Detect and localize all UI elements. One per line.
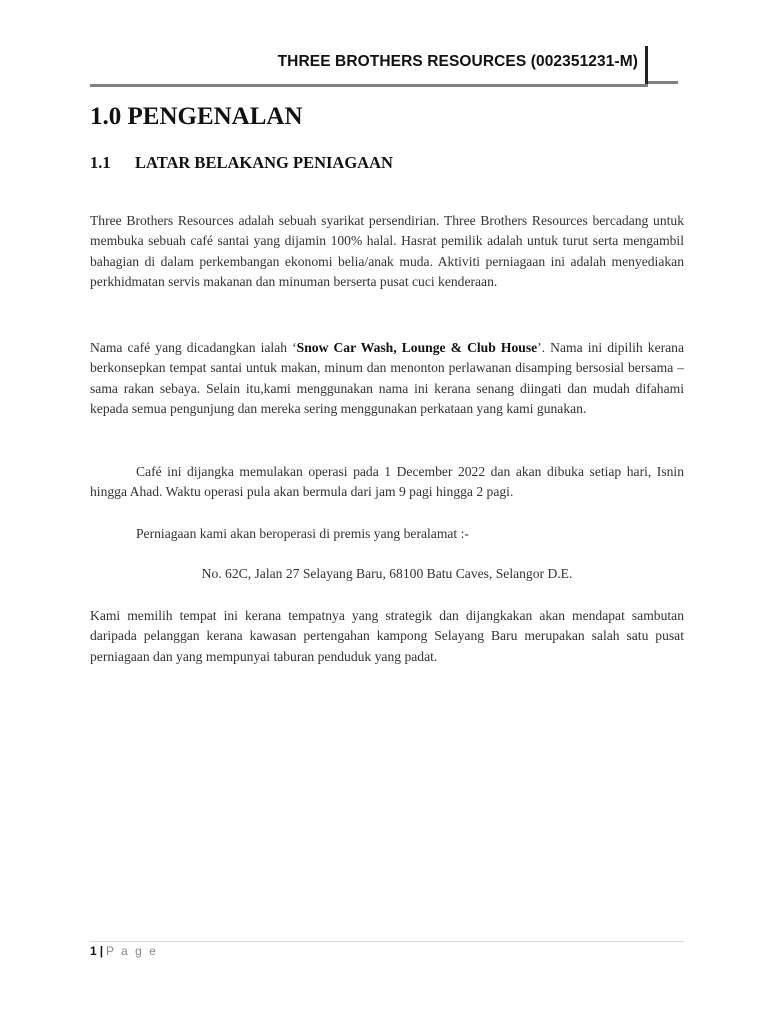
- cafe-name-reason: ’. Nama ini dipilih kerana berkonsepkan tempat santai untuk makan, minum dan menonton perlawanan disamping bersosial bersama – sama rakan sebaya. Selain itu,kami menggunakan nama ini kerana senang diingati dan mudah difahami kepada semua pengunjung dan mereka sering menggunakan perkataan yang kami gunakan.: [90, 339, 685, 417]
- footer-divider: [90, 941, 684, 942]
- page-label: P a g e: [106, 944, 158, 958]
- header-vertical-rule: [645, 46, 648, 84]
- paragraph-location-reason: Kami memilih tempat ini kerana tempatnya yang strategik dan dijangkakan akan mendapat sambutan daripada pelanggan kerana kawasan pertengahan kampong Selayang Baru merupakan salah satu pusat perniagaan dan yang mempunyai taburan penduduk yang padat.: [90, 607, 684, 664]
- subsection-heading: [90, 153, 393, 173]
- premises-address: No. 62C, Jalan 27 Selayang Baru, 68100 Batu Caves, Selangor D.E.: [201, 565, 573, 581]
- paragraph-operation: Café ini dijangka memulakan operasi pada 1 December 2022 dan akan dibuka setiap hari, Isnin hingga Ahad. Waktu operasi pula akan bermula dari jam 9 pagi hingga 2 pagi.: [90, 463, 684, 500]
- footer-separator: |: [99, 944, 104, 958]
- page-number: 1: [90, 944, 97, 958]
- cafe-name: Snow Car Wash, Lounge & Club House: [296, 339, 538, 355]
- paragraph-cafe-name: [90, 338, 684, 420]
- paragraph-premises: Perniagaan kami akan beroperasi di premis yang beralamat :-: [136, 525, 469, 541]
- subsection-number: 1.1: [90, 153, 111, 172]
- header-rule-extension: [648, 81, 678, 84]
- page-footer: [90, 944, 158, 958]
- company-header-title: THREE BROTHERS RESOURCES (002351231-M): [277, 53, 638, 70]
- paragraph-background: Three Brothers Resources adalah sebuah syarikat persendirian. Three Brothers Resources bercadang untuk membuka sebuah café santai yang dijamin 100% halal. Hasrat pemilik adalah untuk turut serta mengambil bahagian di dalam perkembangan ekonomi belia/anak muda. Aktiviti perniagaan ini adalah menyediakan perkhidmatan servis makanan dan minuman berserta pusat cuci kenderaan.: [90, 212, 684, 290]
- section-heading: 1.0 PENGENALAN: [90, 103, 303, 130]
- page-header: [90, 46, 648, 87]
- cafe-name-intro: Nama café yang dicadangkan ialah ‘: [90, 339, 297, 355]
- subsection-title: LATAR BELAKANG PENIAGAAN: [135, 153, 393, 172]
